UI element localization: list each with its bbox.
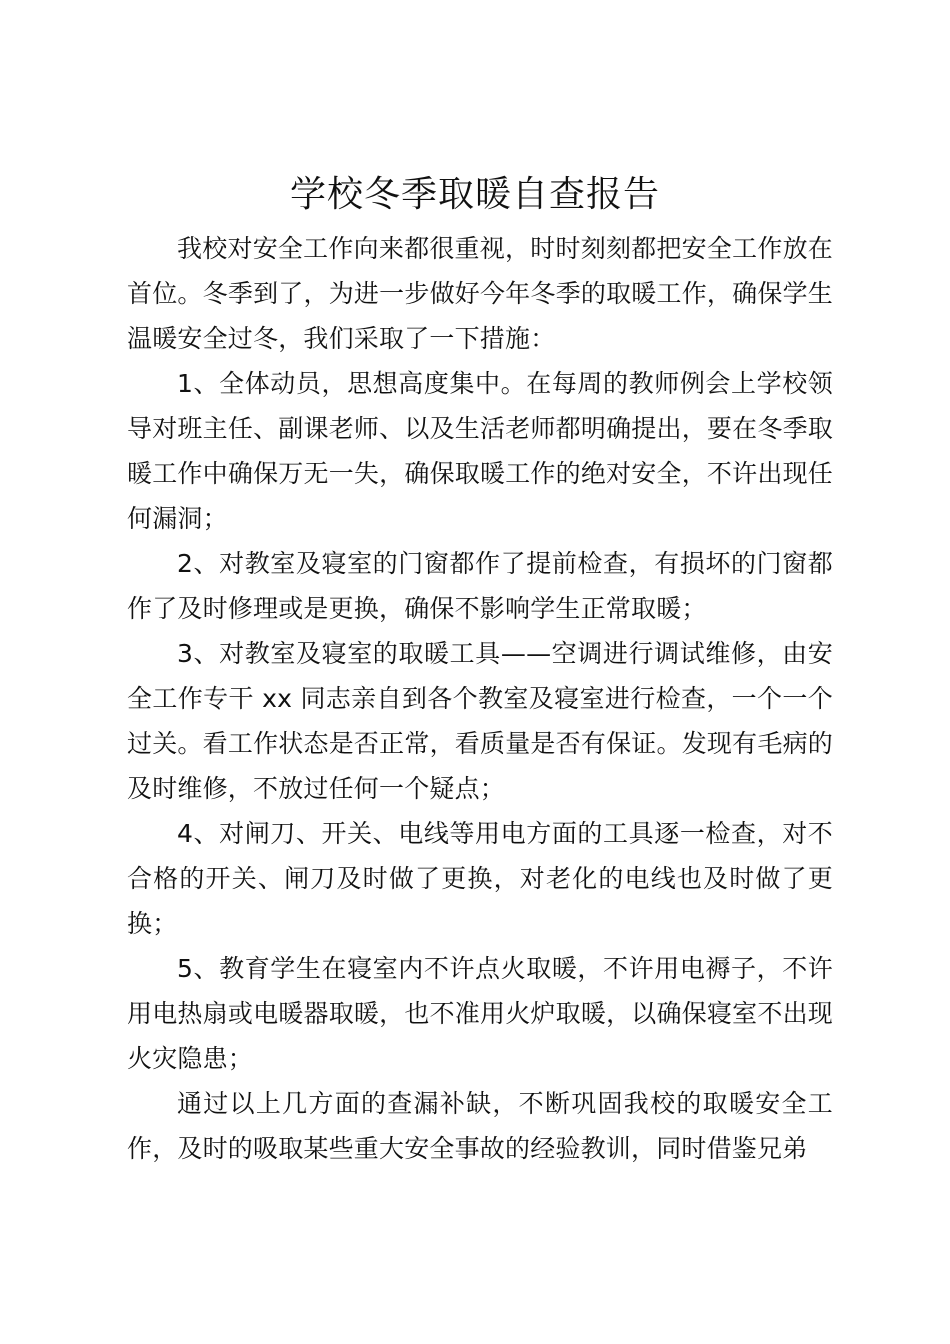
paragraph-intro: 我校对安全工作向来都很重视，时时刻刻都把安全工作放在首位。冬季到了，为进一步做好今年冬季的取暖工作，确保学生温暖安全过冬，我们采取了一下措施： — [127, 234, 833, 353]
paragraph-item-4: 4、对闸刀、开关、电线等用电方面的工具逐一检查，对不合格的开关、闸刀及时做了更换，对老化的电线也及时做了更换； — [127, 819, 833, 938]
document-body — [127, 226, 833, 1171]
paragraph-item-1: 1、全体动员，思想高度集中。在每周的教师例会上学校领导对班主任、副课老师、以及生活老师都明确提出，要在冬季取暖工作中确保万无一失，确保取暖工作的绝对安全，不许出现任何漏洞； — [127, 369, 833, 533]
paragraph-item-5: 5、教育学生在寝室内不许点火取暖，不许用电褥子，不许用电热扇或电暖器取暖，也不准用火炉取暖，以确保寝室不出现火灾隐患； — [127, 954, 833, 1073]
paragraph-conclusion: 通过以上几方面的查漏补缺，不断巩固我校的取暖安全工作，及时的吸取某些重大安全事故的经验教训，同时借鉴兄弟 — [127, 1089, 833, 1163]
paragraph-item-3: 3、对教室及寝室的取暖工具——空调进行调试维修，由安全工作专干 xx 同志亲自到各个教室及寝室进行检查，一个一个过关。看工作状态是否正常，看质量是否有保证。发现有毛病的及时维修，不放过任何一个疑点； — [127, 639, 833, 803]
paragraph-item-2: 2、对教室及寝室的门窗都作了提前检查，有损坏的门窗都作了及时修理或是更换，确保不影响学生正常取暖； — [127, 549, 833, 623]
document-title: 学校冬季取暖自查报告 — [289, 174, 660, 215]
